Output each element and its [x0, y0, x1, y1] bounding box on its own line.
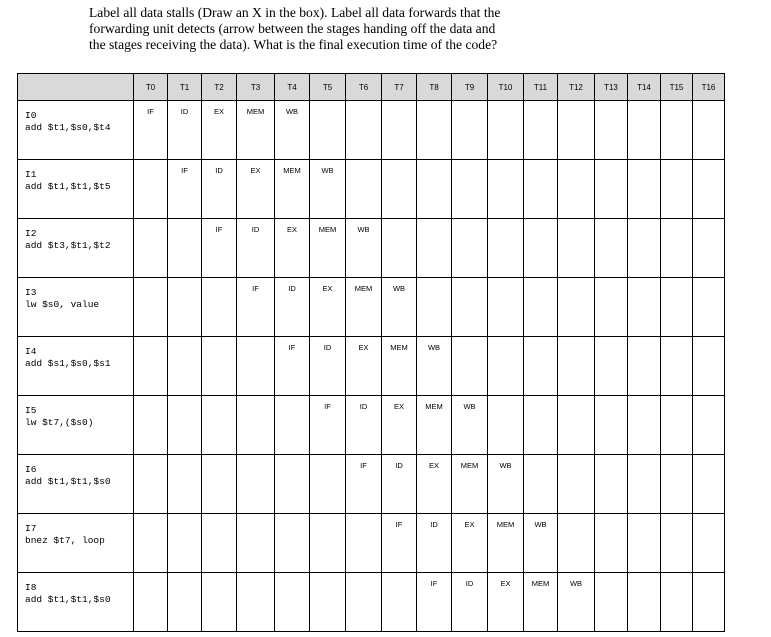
instruction-id: I1 [25, 169, 37, 180]
instruction-cell [18, 219, 134, 278]
stage-cell [168, 337, 202, 396]
stage-cell [558, 514, 595, 573]
pipeline-table [17, 73, 725, 632]
stage-cell: MEM [382, 337, 417, 396]
instruction-row-i1 [18, 160, 725, 219]
stage-cell [628, 337, 661, 396]
stage-cell [661, 219, 693, 278]
stage-cell [524, 278, 558, 337]
stage-cell [134, 337, 168, 396]
stage-cell [452, 101, 488, 160]
stage-cell [595, 573, 628, 632]
stage-cell [595, 278, 628, 337]
stage-cell [168, 278, 202, 337]
stage-cell [558, 396, 595, 455]
instruction-row-i0 [18, 101, 725, 160]
stage-cell: ID [168, 101, 202, 160]
instruction-row-i5 [18, 396, 725, 455]
stage-cell: IF [382, 514, 417, 573]
stage-cell: ID [452, 573, 488, 632]
stage-cell [310, 514, 346, 573]
instruction-id: I5 [25, 405, 37, 416]
instruction-cell [18, 101, 134, 160]
stage-cell: MEM [417, 396, 452, 455]
stage-cell: MEM [452, 455, 488, 514]
stage-cell: ID [202, 160, 237, 219]
instruction-code: add $t1,$t1,$s0 [25, 476, 111, 487]
instruction-cell [18, 573, 134, 632]
stage-cell [382, 219, 417, 278]
instruction-code: lw $t7,($s0) [25, 417, 94, 428]
stage-cell: IF [275, 337, 310, 396]
stage-cell: IF [168, 160, 202, 219]
stage-cell: WB [417, 337, 452, 396]
stage-cell: IF [237, 278, 275, 337]
stage-cell [275, 396, 310, 455]
stage-cell [202, 455, 237, 514]
instruction-row-i4 [18, 337, 725, 396]
stage-cell [595, 514, 628, 573]
stage-cell: IF [134, 101, 168, 160]
stage-cell: MEM [237, 101, 275, 160]
stage-cell: WB [558, 573, 595, 632]
stage-cell [310, 101, 346, 160]
stage-cell: MEM [275, 160, 310, 219]
stage-cell [693, 219, 725, 278]
stage-cell: ID [310, 337, 346, 396]
time-header-t2: T2 [202, 74, 237, 101]
stage-cell [693, 514, 725, 573]
stage-cell: IF [417, 573, 452, 632]
time-header-t10: T10 [488, 74, 524, 101]
time-header-t5: T5 [310, 74, 346, 101]
stage-cell [417, 101, 452, 160]
stage-cell: MEM [524, 573, 558, 632]
time-header-t12: T12 [558, 74, 595, 101]
stage-cell [595, 455, 628, 514]
stage-cell [134, 514, 168, 573]
time-header-t13: T13 [595, 74, 628, 101]
stage-cell [524, 455, 558, 514]
stage-cell: IF [202, 219, 237, 278]
stage-cell [134, 455, 168, 514]
stage-cell [693, 160, 725, 219]
instruction-cell [18, 337, 134, 396]
stage-cell [558, 160, 595, 219]
stage-cell: WB [275, 101, 310, 160]
stage-cell [524, 101, 558, 160]
stage-cell: ID [275, 278, 310, 337]
instruction-cell [18, 455, 134, 514]
time-header-t14: T14 [628, 74, 661, 101]
time-header-t7: T7 [382, 74, 417, 101]
stage-cell: EX [452, 514, 488, 573]
instruction-id: I4 [25, 346, 37, 357]
stage-cell: WB [488, 455, 524, 514]
stage-cell [134, 160, 168, 219]
stage-cell: ID [417, 514, 452, 573]
stage-cell [488, 278, 524, 337]
stage-cell [558, 219, 595, 278]
stage-cell [488, 396, 524, 455]
stage-cell [628, 396, 661, 455]
stage-cell [237, 396, 275, 455]
stage-cell: EX [488, 573, 524, 632]
stage-cell [524, 396, 558, 455]
stage-cell [382, 101, 417, 160]
stage-cell [595, 101, 628, 160]
time-header-t0: T0 [134, 74, 168, 101]
stage-cell [558, 278, 595, 337]
instruction-line-1: Label all data stalls (Draw an X in the box). Label all data forwards that the [89, 5, 501, 20]
stage-cell [661, 337, 693, 396]
stage-cell [558, 455, 595, 514]
stage-cell [382, 573, 417, 632]
stage-cell [595, 337, 628, 396]
stage-cell [488, 337, 524, 396]
instruction-id: I0 [25, 110, 37, 121]
instruction-code: add $s1,$s0,$s1 [25, 358, 111, 369]
stage-cell [558, 101, 595, 160]
instruction-code: add $t1,$t1,$s0 [25, 594, 111, 605]
stage-cell [417, 278, 452, 337]
stage-cell [452, 219, 488, 278]
stage-cell [417, 160, 452, 219]
stage-cell [134, 219, 168, 278]
stage-cell [134, 396, 168, 455]
stage-cell [661, 396, 693, 455]
stage-cell: EX [237, 160, 275, 219]
stage-cell [628, 278, 661, 337]
stage-cell: MEM [346, 278, 382, 337]
stage-cell [168, 514, 202, 573]
time-header-t9: T9 [452, 74, 488, 101]
stage-cell [595, 160, 628, 219]
stage-cell [275, 455, 310, 514]
stage-cell [693, 278, 725, 337]
corner-cell [18, 74, 134, 101]
time-header-t15: T15 [661, 74, 693, 101]
stage-cell: EX [202, 101, 237, 160]
stage-cell: EX [310, 278, 346, 337]
instruction-id: I7 [25, 523, 37, 534]
instruction-code: bnez $t7, loop [25, 535, 105, 546]
instruction-row-i7 [18, 514, 725, 573]
stage-cell [346, 160, 382, 219]
instruction-cell [18, 396, 134, 455]
stage-cell [661, 573, 693, 632]
stage-cell [524, 219, 558, 278]
stage-cell [202, 514, 237, 573]
stage-cell [693, 101, 725, 160]
instruction-line-3: the stages receiving the data). What is the final execution time of the code? [89, 37, 498, 52]
stage-cell [168, 219, 202, 278]
stage-cell [346, 101, 382, 160]
stage-cell: ID [237, 219, 275, 278]
stage-cell [628, 514, 661, 573]
stage-cell [237, 573, 275, 632]
instruction-id: I8 [25, 582, 37, 593]
stage-cell [488, 219, 524, 278]
stage-cell [452, 160, 488, 219]
stage-cell [628, 573, 661, 632]
pipeline-body [18, 101, 725, 632]
stage-cell [693, 396, 725, 455]
stage-cell: ID [346, 396, 382, 455]
stage-cell [524, 160, 558, 219]
stage-cell [661, 278, 693, 337]
stage-cell: IF [310, 396, 346, 455]
stage-cell: WB [452, 396, 488, 455]
instruction-code: add $t3,$t1,$t2 [25, 240, 111, 251]
stage-cell [346, 573, 382, 632]
stage-cell [595, 396, 628, 455]
stage-cell [134, 573, 168, 632]
time-header-t3: T3 [237, 74, 275, 101]
stage-cell [693, 337, 725, 396]
stage-cell [452, 337, 488, 396]
time-header-row [18, 74, 725, 101]
stage-cell [237, 514, 275, 573]
instruction-cell [18, 514, 134, 573]
stage-cell [168, 396, 202, 455]
instruction-cell [18, 160, 134, 219]
time-header-t1: T1 [168, 74, 202, 101]
stage-cell [237, 337, 275, 396]
stage-cell [488, 160, 524, 219]
stage-cell: EX [346, 337, 382, 396]
stage-cell [382, 160, 417, 219]
time-header-t4: T4 [275, 74, 310, 101]
time-header-t11: T11 [524, 74, 558, 101]
instruction-row-i2 [18, 219, 725, 278]
stage-cell: WB [346, 219, 382, 278]
stage-cell [310, 455, 346, 514]
stage-cell [237, 455, 275, 514]
stage-cell [168, 573, 202, 632]
stage-cell [202, 278, 237, 337]
stage-cell [661, 101, 693, 160]
time-header-t16: T16 [693, 74, 725, 101]
stage-cell: MEM [310, 219, 346, 278]
stage-cell [168, 455, 202, 514]
stage-cell [202, 573, 237, 632]
stage-cell [661, 514, 693, 573]
instruction-code: add $t1,$t1,$t5 [25, 181, 111, 192]
stage-cell [452, 278, 488, 337]
problem-instructions [89, 5, 529, 53]
instruction-id: I6 [25, 464, 37, 475]
stage-cell [346, 514, 382, 573]
time-header-t6: T6 [346, 74, 382, 101]
stage-cell: EX [275, 219, 310, 278]
stage-cell: WB [382, 278, 417, 337]
stage-cell [628, 160, 661, 219]
instruction-row-i8 [18, 573, 725, 632]
stage-cell: EX [382, 396, 417, 455]
stage-cell: IF [346, 455, 382, 514]
stage-cell [661, 160, 693, 219]
stage-cell [488, 101, 524, 160]
stage-cell: EX [417, 455, 452, 514]
instruction-row-i6 [18, 455, 725, 514]
stage-cell [628, 219, 661, 278]
stage-cell: MEM [488, 514, 524, 573]
stage-cell [417, 219, 452, 278]
stage-cell [202, 337, 237, 396]
time-header-t8: T8 [417, 74, 452, 101]
stage-cell [693, 573, 725, 632]
stage-cell [275, 573, 310, 632]
instruction-id: I2 [25, 228, 37, 239]
instruction-row-i3 [18, 278, 725, 337]
stage-cell: WB [524, 514, 558, 573]
stage-cell [661, 455, 693, 514]
stage-cell [134, 278, 168, 337]
stage-cell [558, 337, 595, 396]
stage-cell: WB [310, 160, 346, 219]
instruction-cell [18, 278, 134, 337]
stage-cell [310, 573, 346, 632]
instruction-code: lw $s0, value [25, 299, 100, 310]
stage-cell: ID [382, 455, 417, 514]
stage-cell [202, 396, 237, 455]
stage-cell [524, 337, 558, 396]
stage-cell [693, 455, 725, 514]
instruction-id: I3 [25, 287, 37, 298]
instruction-code: add $t1,$s0,$t4 [25, 122, 111, 133]
instruction-line-2: forwarding unit detects (arrow between the stages handing off the data and [89, 21, 496, 36]
stage-cell [628, 455, 661, 514]
stage-cell [595, 219, 628, 278]
stage-cell [275, 514, 310, 573]
stage-cell [628, 101, 661, 160]
